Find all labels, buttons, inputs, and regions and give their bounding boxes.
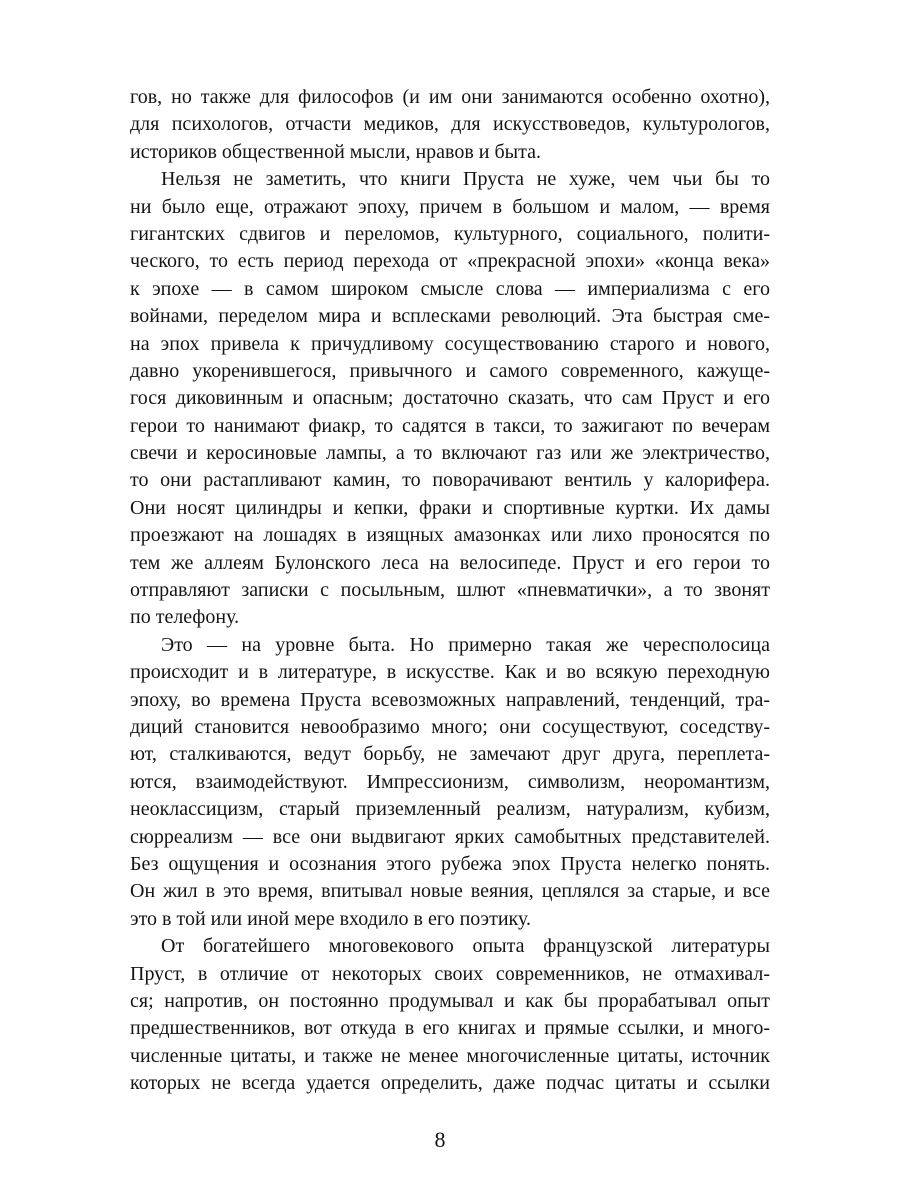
text-line: историков общественной мысли, нравов и быта. (130, 140, 541, 163)
text-line: которых не всегда удается определить, даже подчас цитаты и ссылки (130, 1072, 770, 1095)
paragraph-2 (130, 166, 770, 632)
text-line: Они носят цилиндры и кепки, фраки и спортивные куртки. Их дамы (130, 496, 770, 519)
text-line: гов, но также для философов (и им они занимаются особенно охотно), (130, 86, 770, 108)
text-line: Пруст, в отличие от некоторых своих современников, не отмахивал- (130, 962, 770, 985)
text-line: ют, сталкиваются, ведут борьбу, не замечают друг друга, переплета- (130, 743, 770, 766)
text-line: отправляют записки с посыльным, шлют «пневматички», а то звонят (130, 579, 770, 602)
text-line: на эпох привела к причудливому сосуществованию старого и нового, (130, 332, 770, 355)
text-line: войнами, переделом мира и всплесками революций. Эта быстрая сме- (130, 305, 770, 328)
text-line: происходит и в литературе, в искусстве. Как и во всякую переходную (130, 661, 770, 684)
text-line: давно укоренившегося, привычного и самого современного, кажуще- (130, 359, 770, 382)
paragraph-1 (130, 84, 770, 166)
paragraph-4 (130, 933, 770, 1097)
text-line: Нельзя не заметить, что книги Пруста не хуже, чем чьи бы то (161, 168, 770, 191)
text-line: проезжают на лошадях в изящных амазонках или лихо проносятся по (130, 524, 770, 547)
paragraph-3 (130, 632, 770, 933)
text-line: гигантских сдвигов и переломов, культурного, социального, полити- (130, 222, 770, 245)
text-line: Он жил в это время, впитывал новые веяния, цеплялся за старые, и все (130, 880, 770, 903)
text-line: ся; напротив, он постоянно продумывал и как бы прорабатывал опыт (130, 989, 770, 1012)
text-line: эпоху, во времена Пруста всевозможных направлений, тенденций, тра- (130, 688, 770, 711)
text-line: свечи и керосиновые лампы, а то включают газ или же электричество, (130, 442, 770, 465)
page-text-block (130, 84, 770, 1097)
text-line: герои то нанимают фиакр, то садятся в такси, то зажигают по вечерам (130, 414, 770, 437)
text-line: диций становится невообразимо много; они сосуществуют, соседству- (130, 715, 770, 738)
text-line: по телефону. (130, 606, 240, 629)
text-line: предшественников, вот откуда в его книгах и прямые ссылки, и много- (130, 1017, 770, 1040)
text-line: гося диковинным и опасным; достаточно сказать, что сам Пруст и его (130, 387, 770, 410)
page-number: 8 (434, 1127, 446, 1152)
text-line: к эпохе — в самом широком смысле слова — империализма с его (130, 277, 770, 300)
text-line: тем же аллеям Булонского леса на велосипеде. Пруст и его герои то (130, 551, 770, 574)
text-line: ни было еще, отражают эпоху, причем в большом и малом, — время (130, 195, 770, 218)
text-line: Без ощущения и осознания этого рубежа эпох Пруста нелегко понять. (130, 852, 770, 875)
text-line: ются, взаимодействуют. Импрессионизм, символизм, неоромантизм, (130, 770, 770, 793)
text-line: это в той или иной мере входило в его поэтику. (130, 907, 531, 930)
text-line: то они растапливают камин, то поворачивают вентиль у калорифера. (130, 469, 770, 492)
text-line: Это — на уровне быта. Но примерно такая же чересполосица (161, 633, 770, 656)
text-line: неоклассицизм, старый приземленный реализм, натурализм, кубизм, (130, 798, 770, 821)
text-line: для психологов, отчасти медиков, для искусствоведов, культурологов, (130, 113, 770, 136)
text-line: сюрреализм — все они выдвигают ярких самобытных представителей. (130, 825, 770, 848)
text-line: От богатейшего многовекового опыта французской литературы (161, 935, 770, 958)
text-line: ческого, то есть период перехода от «прекрасной эпохи» «конца века» (130, 250, 770, 273)
text-line: численные цитаты, и также не менее многочисленные цитаты, источник (130, 1044, 770, 1067)
